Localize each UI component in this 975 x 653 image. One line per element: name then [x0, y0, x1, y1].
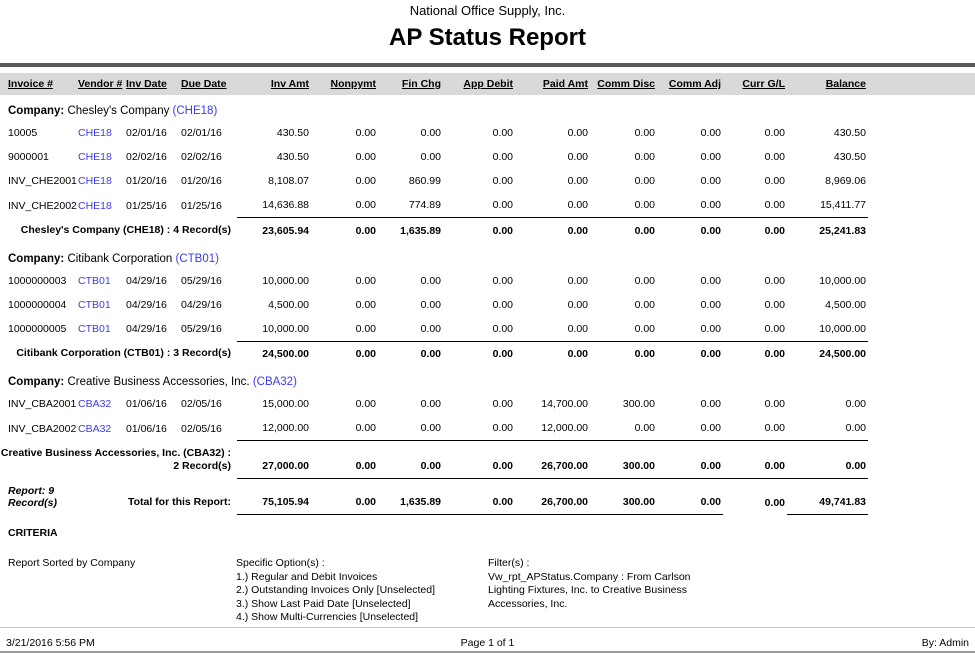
amount-cell: 0.00 — [492, 398, 513, 410]
inv-date: 04/29/16 — [126, 298, 167, 311]
subtotal-amount: 0.00 — [443, 441, 515, 479]
amount-cell: 0.00 — [764, 422, 785, 434]
amount-cell: 0.00 — [492, 422, 513, 434]
inv-date: 02/02/16 — [126, 151, 167, 163]
amount-cell: 0.00 — [634, 298, 655, 311]
amount-cell: 0.00 — [492, 199, 513, 211]
amount-cell: 14,700.00 — [541, 398, 588, 410]
vendor-link[interactable]: CHE18 — [78, 127, 112, 139]
amount-cell: 430.50 — [833, 127, 866, 139]
amount-cell: 0.00 — [634, 127, 655, 139]
column-header-vendor: Vendor # — [78, 73, 126, 95]
report-total-amount: 75,105.94 — [237, 479, 311, 515]
amount-cell: 0.00 — [634, 274, 655, 287]
report-total-amount: 300.00 — [590, 479, 657, 515]
amount-cell: 0.00 — [634, 199, 655, 211]
subtotal-amount: 0.00 — [311, 218, 378, 243]
vendor-link[interactable]: CHE18 — [78, 175, 112, 187]
amount-cell: 0.00 — [355, 398, 376, 410]
sorted-by-text: Report Sorted by Company — [8, 557, 136, 569]
option-item: 1.) Regular and Debit Invoices — [236, 570, 378, 583]
row-filler — [868, 441, 975, 479]
row-filler — [868, 218, 975, 243]
row-filler — [868, 269, 975, 293]
subtotal-label: Citibank Corporation (CTB01) : 3 Record(s) — [16, 347, 231, 359]
inv-date: 04/29/16 — [126, 323, 167, 335]
vendor-link[interactable]: CTB01 — [78, 298, 111, 311]
amount-cell: 0.00 — [355, 422, 376, 434]
amount-cell: 0.00 — [492, 175, 513, 187]
report-total-amount: 0.00 — [311, 479, 378, 515]
row-filler — [868, 416, 975, 441]
row-filler — [868, 341, 975, 366]
subtotal-amount: 26,700.00 — [515, 441, 590, 479]
amount-cell: 4,500.00 — [268, 298, 309, 311]
amount-cell: 0.00 — [700, 398, 721, 410]
company-code-link[interactable]: (CHE18) — [172, 105, 218, 117]
report-total-amount: 0.00 — [443, 479, 515, 515]
amount-cell: 430.50 — [276, 151, 309, 163]
due-date: 04/29/16 — [181, 298, 222, 311]
subtotal-amount: 0.00 — [443, 341, 515, 366]
row-filler — [868, 479, 975, 515]
amount-cell: 0.00 — [492, 151, 513, 163]
row-filler — [868, 121, 975, 145]
column-header-app-debit: App Debit — [443, 73, 515, 95]
vendor-link[interactable]: CHE18 — [78, 199, 112, 212]
company-header-row — [0, 366, 975, 392]
invoice-number: 1000000004 — [8, 298, 67, 311]
amount-cell: 0.00 — [634, 175, 655, 187]
inv-date: 01/20/16 — [126, 175, 167, 187]
invoice-row — [0, 293, 975, 317]
amount-cell: 0.00 — [492, 127, 513, 139]
amount-cell: 15,411.77 — [820, 199, 866, 211]
column-header-inv-amt: Inv Amt — [237, 73, 311, 95]
invoice-row — [0, 416, 975, 441]
column-header-row — [0, 73, 975, 95]
invoice-number: 1000000005 — [8, 323, 67, 335]
amount-cell: 0.00 — [700, 322, 721, 335]
subtotal-amount: 0.00 — [378, 441, 443, 479]
column-header-curr-g-l: Curr G/L — [723, 73, 787, 95]
subtotal-amount: 0.00 — [723, 218, 787, 243]
amount-cell: 0.00 — [355, 127, 376, 139]
subtotal-amount: 1,635.89 — [378, 218, 443, 243]
footer-user: By: Admin — [921, 637, 969, 649]
subtotal-amount: 0.00 — [443, 218, 515, 243]
amount-cell: 430.50 — [833, 151, 866, 163]
invoice-number: 10005 — [8, 127, 38, 139]
amount-cell: 12,000.00 — [262, 422, 309, 434]
subtotal-amount: 0.00 — [590, 218, 657, 243]
subtotal-amount: 0.00 — [515, 218, 590, 243]
due-date: 05/29/16 — [181, 274, 222, 287]
subtotal-amount: 0.00 — [311, 341, 378, 366]
header-divider — [0, 63, 975, 67]
option-item: 3.) Show Last Paid Date [Unselected] — [236, 597, 411, 610]
amount-cell: 15,000.00 — [262, 398, 309, 410]
vendor-link[interactable]: CTB01 — [78, 274, 111, 287]
amount-cell: 0.00 — [492, 274, 513, 287]
table-body — [0, 95, 975, 515]
criteria-section — [0, 515, 975, 625]
amount-cell: 0.00 — [355, 322, 376, 335]
report-total-amount: 1,635.89 — [378, 479, 443, 515]
invoice-row — [0, 317, 975, 342]
invoice-row — [0, 193, 975, 218]
report-header — [0, 0, 975, 53]
company-subtotal-row — [0, 441, 975, 479]
subtotal-amount: 24,500.00 — [237, 341, 311, 366]
company-code-link[interactable]: (CTB01) — [175, 252, 219, 265]
subtotal-amount: 25,241.83 — [787, 218, 868, 243]
due-date: 05/29/16 — [181, 323, 222, 335]
company-header-row — [0, 95, 975, 121]
due-date: 02/01/16 — [181, 127, 222, 139]
due-date: 02/05/16 — [181, 422, 222, 435]
amount-cell: 0.00 — [764, 298, 785, 311]
amount-cell: 860.99 — [408, 175, 441, 187]
row-filler — [868, 169, 975, 193]
inv-date: 01/25/16 — [126, 199, 167, 212]
amount-cell: 0.00 — [634, 322, 655, 335]
amount-cell: 0.00 — [764, 199, 785, 211]
invoice-number: 1000000003 — [8, 274, 67, 287]
subtotal-amount: 0.00 — [311, 441, 378, 479]
amount-cell: 10,000.00 — [819, 322, 866, 335]
inv-date: 04/29/16 — [126, 274, 167, 287]
footer-page-number: Page 1 of 1 — [460, 637, 515, 649]
criteria-heading: CRITERIA — [8, 527, 58, 539]
row-filler — [868, 392, 975, 416]
amount-cell: 0.00 — [355, 175, 376, 187]
invoice-row — [0, 269, 975, 293]
amount-cell: 0.00 — [700, 199, 721, 211]
company-name: Creative Business Accessories, Inc. — [67, 376, 250, 388]
subtotal-amount: 0.00 — [723, 341, 787, 366]
subtotal-amount: 300.00 — [590, 441, 657, 479]
table-header — [0, 73, 975, 95]
report-total-amount: 0.00 — [723, 479, 787, 515]
column-header-comm-disc: Comm Disc — [590, 73, 657, 95]
column-header-paid-amt: Paid Amt — [515, 73, 590, 95]
company-label: Company: — [8, 105, 65, 117]
report-title: AP Status Report — [389, 24, 586, 51]
subtotal-amount: 0.00 — [515, 341, 590, 366]
header-filler — [868, 73, 975, 95]
due-date: 02/05/16 — [181, 398, 222, 410]
amount-cell: 0.00 — [492, 298, 513, 311]
amount-cell: 0.00 — [492, 322, 513, 335]
company-subtotal-row — [0, 341, 975, 366]
amount-cell: 14,636.88 — [262, 199, 309, 211]
amount-cell: 0.00 — [420, 274, 441, 287]
amount-cell: 10,000.00 — [819, 274, 866, 287]
company-header-row — [0, 243, 975, 269]
amount-cell: 0.00 — [700, 274, 721, 287]
amount-cell: 10,000.00 — [262, 322, 309, 335]
column-header-comm-adj: Comm Adj — [657, 73, 723, 95]
subtotal-amount: 24,500.00 — [787, 341, 868, 366]
option-item: 4.) Show Multi-Currencies [Unselected] — [236, 611, 419, 623]
amount-cell: 0.00 — [764, 322, 785, 335]
amount-cell: 300.00 — [622, 398, 655, 410]
report-total-label: Total for this Report: — [127, 495, 231, 508]
amount-cell: 774.89 — [408, 199, 441, 211]
company-subtotal-row — [0, 218, 975, 243]
inv-date: 01/06/16 — [126, 422, 167, 435]
company-label: Company: — [8, 252, 65, 265]
amount-cell: 0.00 — [567, 274, 588, 287]
footer-divider — [0, 627, 975, 628]
report-record-count: Report: 9 Record(s) — [8, 484, 58, 509]
ap-status-table — [0, 73, 975, 515]
amount-cell: 0.00 — [700, 422, 721, 434]
row-filler — [868, 317, 975, 342]
subtotal-amount: 27,000.00 — [237, 441, 311, 479]
amount-cell: 430.50 — [276, 127, 309, 139]
subtotal-amount: 0.00 — [657, 341, 723, 366]
vendor-link[interactable]: CHE18 — [78, 151, 112, 163]
amount-cell: 0.00 — [420, 298, 441, 311]
amount-cell: 0.00 — [634, 422, 655, 434]
filters-heading: Filter(s) : — [488, 557, 530, 569]
amount-cell: 0.00 — [700, 298, 721, 311]
invoice-row — [0, 169, 975, 193]
amount-cell: 0.00 — [420, 322, 441, 335]
amount-cell: 0.00 — [420, 398, 441, 410]
amount-cell: 0.00 — [355, 151, 376, 163]
company-name: Chesley's Company — [67, 105, 170, 117]
amount-cell: 0.00 — [567, 175, 588, 187]
amount-cell: 0.00 — [420, 422, 441, 434]
invoice-number: 9000001 — [8, 151, 49, 163]
column-header-fin-chg: Fin Chg — [378, 73, 443, 95]
page-footer — [0, 627, 975, 649]
amount-cell: 0.00 — [567, 199, 588, 211]
amount-cell: 0.00 — [567, 298, 588, 311]
column-header-inv-date: Inv Date — [126, 73, 181, 95]
amount-cell: 0.00 — [355, 274, 376, 287]
due-date: 02/02/16 — [181, 151, 222, 163]
amount-cell: 0.00 — [845, 422, 866, 434]
amount-cell: 12,000.00 — [541, 422, 588, 434]
company-label: Company: — [8, 376, 65, 388]
invoice-number: INV_CHE2002 — [8, 199, 77, 212]
amount-cell: 0.00 — [567, 322, 588, 335]
subtotal-amount: 0.00 — [590, 341, 657, 366]
company-name: Citibank Corporation — [67, 252, 173, 265]
option-item: 2.) Outstanding Invoices Only [Unselected] — [236, 584, 436, 596]
subtotal-amount: 23,605.94 — [237, 218, 311, 243]
column-header-nonpymt: Nonpymt — [311, 73, 378, 95]
amount-cell: 0.00 — [764, 151, 785, 163]
invoice-number: INV_CBA2002 — [8, 422, 77, 435]
subtotal-label: Creative Business Accessories, Inc. (CBA32) : 2 Record(s) — [0, 446, 231, 472]
filters-text: Vw_rpt_APStatus.Company : From Carlson Lighting Fixtures, Inc. to Creative Business Accessories, Inc. — [488, 570, 691, 610]
report-company-title: National Office Supply, Inc. — [409, 3, 566, 18]
vendor-link[interactable]: CBA32 — [78, 398, 112, 410]
column-header-due-date: Due Date — [181, 73, 237, 95]
amount-cell: 0.00 — [700, 127, 721, 139]
amount-cell: 0.00 — [420, 151, 441, 163]
subtotal-amount: 0.00 — [657, 441, 723, 479]
options-heading: Specific Option(s) : — [236, 557, 325, 569]
amount-cell: 0.00 — [355, 298, 376, 311]
row-filler — [868, 193, 975, 218]
amount-cell: 0.00 — [420, 127, 441, 139]
invoice-number: INV_CHE2001 — [8, 175, 77, 187]
due-date: 01/25/16 — [181, 199, 222, 212]
amount-cell: 4,500.00 — [825, 298, 866, 311]
amount-cell: 10,000.00 — [262, 274, 309, 287]
column-header-balance: Balance — [787, 73, 868, 95]
column-header-invoice: Invoice # — [0, 73, 78, 95]
subtotal-amount: 0.00 — [378, 341, 443, 366]
subtotal-label: Chesley's Company (CHE18) : 4 Record(s) — [20, 223, 231, 236]
amount-cell: 0.00 — [764, 274, 785, 287]
amount-cell: 0.00 — [845, 398, 866, 410]
options-list — [236, 571, 488, 625]
inv-date: 02/01/16 — [126, 127, 167, 139]
report-total-amount: 26,700.00 — [515, 479, 590, 515]
report-total-row — [0, 479, 975, 515]
footer-datetime: 3/21/2016 5:56 PM — [6, 637, 95, 649]
amount-cell: 0.00 — [355, 199, 376, 211]
subtotal-amount: 0.00 — [787, 441, 868, 479]
company-code-link[interactable]: (CBA32) — [252, 376, 297, 388]
row-filler — [868, 145, 975, 169]
amount-cell: 0.00 — [764, 398, 785, 410]
report-total-amount: 0.00 — [657, 479, 723, 515]
due-date: 01/20/16 — [181, 175, 222, 187]
inv-date: 01/06/16 — [126, 398, 167, 410]
amount-cell: 0.00 — [634, 151, 655, 163]
amount-cell: 0.00 — [567, 151, 588, 163]
report-total-amount: 49,741.83 — [787, 479, 868, 515]
amount-cell: 0.00 — [567, 127, 588, 139]
subtotal-amount: 0.00 — [657, 218, 723, 243]
invoice-row — [0, 392, 975, 416]
amount-cell: 0.00 — [700, 151, 721, 163]
invoice-row — [0, 121, 975, 145]
criteria-body — [8, 557, 975, 625]
vendor-link[interactable]: CTB01 — [78, 323, 111, 335]
row-filler — [868, 293, 975, 317]
amount-cell: 0.00 — [764, 127, 785, 139]
vendor-link[interactable]: CBA32 — [78, 422, 112, 435]
amount-cell: 8,108.07 — [268, 175, 309, 187]
invoice-number: INV_CBA2001 — [8, 398, 77, 410]
amount-cell: 8,969.06 — [825, 175, 866, 187]
subtotal-amount: 0.00 — [723, 441, 787, 479]
amount-cell: 0.00 — [764, 175, 785, 187]
amount-cell: 0.00 — [700, 175, 721, 187]
invoice-row — [0, 145, 975, 169]
